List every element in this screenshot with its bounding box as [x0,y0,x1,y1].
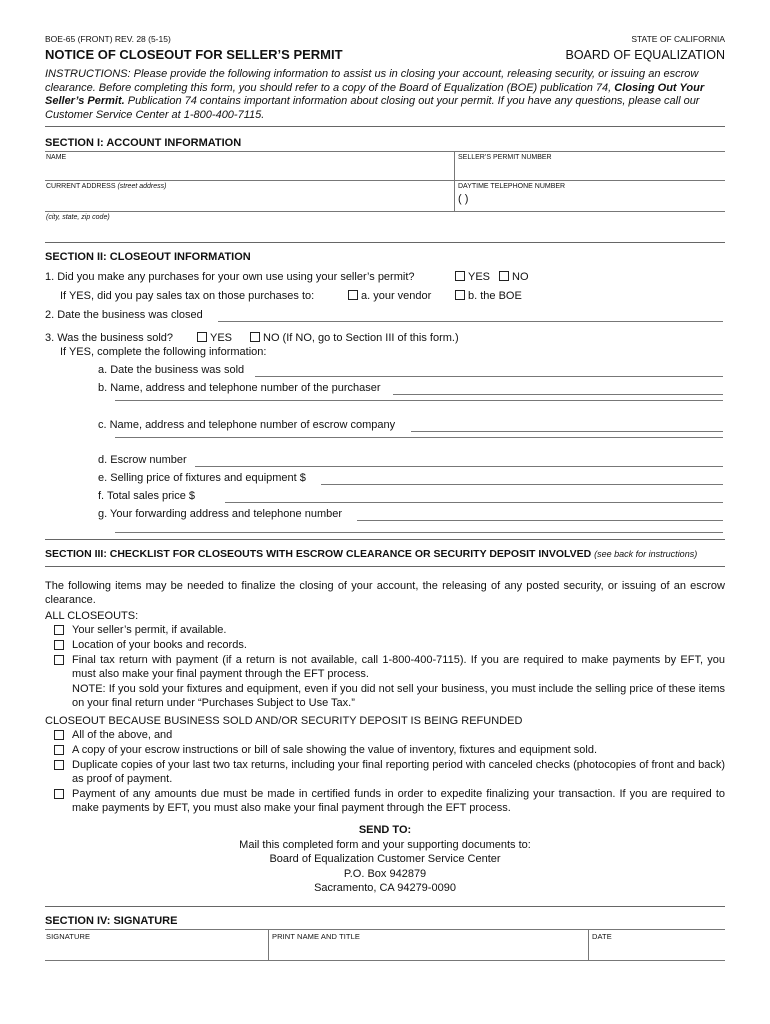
phone-area-code: ( ) [458,193,469,205]
all-item-1-checkbox[interactable] [54,625,64,635]
sold-item-2-text: A copy of your escrow instructions or bill of sale showing the value of inventory, fixtures and equipment sold. [72,744,598,756]
date-closed-field[interactable] [218,309,723,322]
all-item-2-checkbox[interactable] [54,640,64,650]
q1-no[interactable] [499,271,529,283]
question-3c: c. Name, address and telephone number of escrow company [98,419,396,431]
forwarding-address-field[interactable] [357,508,723,521]
permit-number-field[interactable] [455,152,725,180]
q3-yes-checkbox[interactable] [197,332,207,342]
address-field[interactable] [45,181,455,211]
q3-yes[interactable] [197,332,232,344]
escrow-company-field-line-2[interactable] [115,436,723,438]
fixtures-price-field[interactable] [321,472,723,485]
sold-item-1-checkbox[interactable] [54,730,64,740]
city-hint: (city, state, zip code) [46,214,110,221]
instructions-text-1: INSTRUCTIONS: Please provide the following information to assist us in closing your account, releasing security, or issuing an escrow clearance. Before completing this form, you should refer to a copy of the Board of Equalization (BOE) publication 74, [45,68,699,94]
print-name-label: PRINT NAME AND TITLE [272,931,360,941]
total-price-field[interactable] [225,490,723,503]
question-3b: b. Name, address and telephone number of the purchaser [98,382,381,394]
address-hint: (street address) [117,183,167,190]
vendor-label: a. your vendor [361,290,432,302]
q1-yes-checkbox[interactable] [455,271,465,281]
all-item-1[interactable] [45,623,725,637]
question-3d: d. Escrow number [98,454,187,466]
q3-no-label: NO (If NO, go to Section III of this form.) [263,332,459,344]
forwarding-address-field-line-2[interactable] [115,531,723,533]
all-item-1-text: Your seller’s permit, if available. [72,624,227,636]
form-number: BOE-65 (FRONT) REV. 28 (5-15) [45,34,171,44]
send-to-line-2: Board of Equalization Customer Service Center [269,853,501,865]
section-3-title-text: SECTION III: CHECKLIST FOR CLOSEOUTS WITH ESCROW CLEARANCE OR SECURITY DEPOSIT INVOLVED [45,548,592,560]
q1-yes[interactable] [455,271,490,283]
sold-heading: CLOSEOUT BECAUSE BUSINESS SOLD AND/OR SECURITY DEPOSIT IS BEING REFUNDED [45,715,523,727]
escrow-company-field[interactable] [411,419,723,432]
question-3f: f. Total sales price $ [98,490,196,502]
purchaser-field-line-2[interactable] [115,399,723,401]
q1-no-checkbox[interactable] [499,271,509,281]
divider [45,906,725,907]
send-to-heading: SEND TO: [358,824,412,836]
date-label: DATE [592,931,612,941]
question-1b: If YES, did you pay sales tax on those purchases to: [60,290,315,302]
q3-no[interactable] [250,332,459,344]
all-closeouts-heading: ALL CLOSEOUTS: [45,610,139,622]
sold-item-3-text: Duplicate copies of your last two tax returns, including your final reporting period with canceled checks (photocopies of front and back) as proof of payment. [72,759,725,785]
signature-row [45,929,725,961]
address-label: CURRENT ADDRESS [46,183,116,190]
section-2-title: SECTION II: CLOSEOUT INFORMATION [45,251,251,263]
section-4-title: SECTION IV: SIGNATURE [45,914,178,927]
boe-label: b. the BOE [468,290,522,302]
escrow-number-field[interactable] [195,454,723,467]
divider [45,566,725,567]
divider [45,126,725,127]
question-3: 3. Was the business sold? [45,332,173,344]
q3-no-checkbox[interactable] [250,332,260,342]
instructions-publication-title: Closing Out Your Seller’s Permit. [45,81,705,107]
date-field[interactable] [589,930,725,960]
sold-item-1-text: All of the above, and [72,729,173,741]
all-item-2[interactable] [45,638,725,652]
address-row [45,180,725,211]
name-row [45,151,725,180]
name-field[interactable] [45,152,455,180]
q1-yes-label: YES [468,271,491,283]
form-title: NOTICE OF CLOSEOUT FOR SELLER’S PERMIT [45,47,343,62]
q1b-boe[interactable] [455,290,522,302]
closeout-questions [45,269,725,539]
sold-item-2-checkbox[interactable] [54,745,64,755]
sold-item-1[interactable] [45,728,725,742]
section-3-title [45,548,725,560]
sold-item-3-checkbox[interactable] [54,760,64,770]
name-label: NAME [46,154,67,161]
phone-label: DAYTIME TELEPHONE NUMBER [458,183,566,190]
section-3-note-text: NOTE: If you sold your fixtures and equipment, even if you did not sell your business, you must include the selling price of these items on your final return under “Purchases Subject to Use Tax.” [72,683,725,709]
send-to-block [45,823,725,896]
q3-if-yes: If YES, complete the following information: [60,346,267,358]
sold-item-2[interactable] [45,743,725,757]
send-to-line-1: Mail this completed form and your supporting documents to: [239,838,531,851]
vendor-checkbox[interactable] [348,290,358,300]
permit-number-label: SELLER’S PERMIT NUMBER [458,154,552,161]
divider [45,539,725,540]
sold-item-3[interactable] [45,758,725,786]
question-3e: e. Selling price of fixtures and equipment $ [98,472,306,484]
q1b-vendor[interactable] [348,290,431,302]
city-row[interactable] [45,211,725,242]
purchaser-field[interactable] [393,382,723,395]
q1-no-label: NO [512,271,529,283]
all-item-3[interactable] [45,653,725,681]
question-3g: g. Your forwarding address and telephone number [98,508,343,520]
sold-item-4[interactable] [45,787,725,815]
divider [45,242,725,243]
sold-item-4-checkbox[interactable] [54,789,64,799]
signature-field[interactable] [45,930,269,960]
all-item-2-text: Location of your books and records. [72,639,247,651]
send-to-line-3: P.O. Box 942879 [343,867,427,880]
section-3-note: (see back for instructions) [594,549,698,559]
question-1: 1. Did you make any purchases for your own use using your seller’s permit? [45,271,415,283]
send-to-line-4: Sacramento, CA 94279-0090 [314,882,456,894]
form-page [45,34,725,961]
q3-yes-label: YES [210,332,233,344]
instructions-text-2: Publication 74 contains important information about closing out your permit. If you have any questions, please call our Customer Service Center at 1-800-400-7115. [45,95,700,121]
print-name-field[interactable] [269,930,589,960]
board-name: BOARD OF EQUALIZATION [565,48,725,62]
all-item-3-text: Final tax return with payment (if a return is not available, call 1-800-400-7115). If you are required to make payments by EFT, you must also make your final payment through the EFT process. [72,654,725,680]
question-3a: a. Date the business was sold [98,364,245,376]
instructions [45,68,725,122]
state-label: STATE OF CALIFORNIA [631,34,725,44]
form-header [45,34,725,44]
all-item-3-checkbox[interactable] [54,655,64,665]
signature-label: SIGNATURE [46,931,91,941]
phone-field[interactable] [455,181,725,211]
section-1-title: SECTION I: ACCOUNT INFORMATION [45,137,242,149]
section-3-intro: The following items may be needed to finalize the closing of your account, the releasing of any posted security, or issuing of an escrow clearance. [45,580,725,606]
date-sold-field[interactable] [255,364,723,377]
question-2: 2. Date the business was closed [45,309,203,321]
boe-checkbox[interactable] [455,290,465,300]
sold-item-4-text: Payment of any amounts due must be made in certified funds in order to expedite finalizing your transaction. If you are required to make payments by EFT, you must also make your final payment through the EFT process. [72,788,725,814]
